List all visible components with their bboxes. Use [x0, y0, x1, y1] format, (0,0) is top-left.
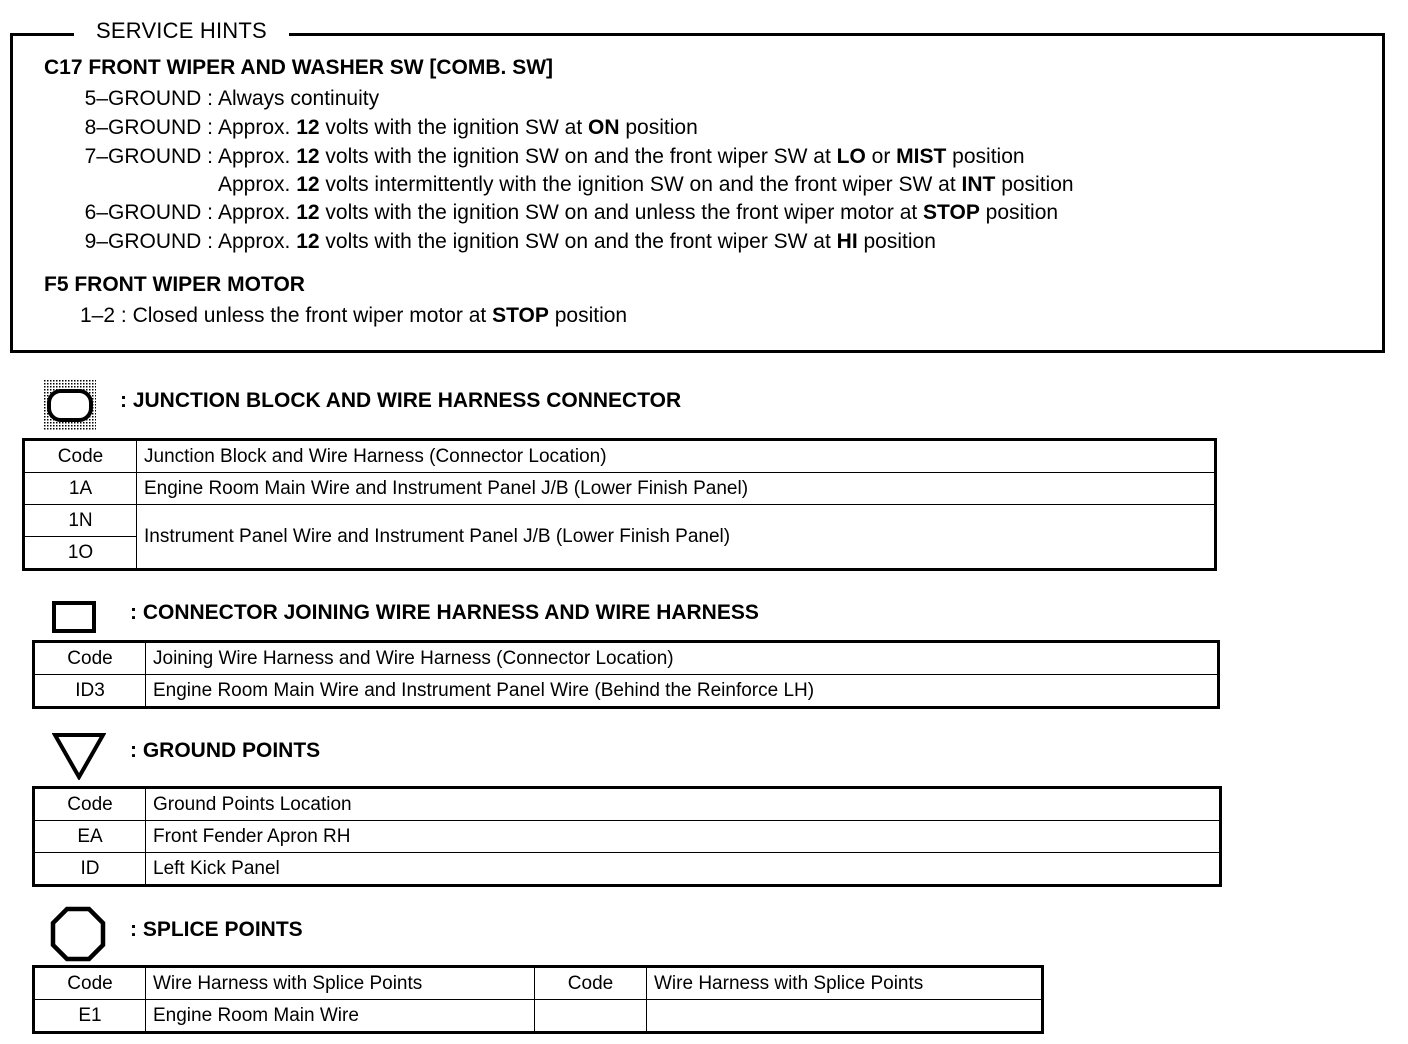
header-desc: Junction Block and Wire Harness (Connector Location): [137, 440, 1216, 473]
c17-line-mid2: position: [857, 230, 936, 253]
row-desc-2: [647, 1000, 1043, 1033]
table-header-row: [24, 440, 1216, 473]
c17-line-n: 12: [296, 116, 320, 139]
c17-line-text: [218, 173, 1074, 197]
c17-line-pre: Approx.: [218, 173, 297, 196]
c17-line-pre: Approx.: [218, 116, 297, 139]
row-desc: Engine Room Main Wire and Instrument Panel J/B (Lower Finish Panel): [137, 473, 1216, 505]
c17-line-mid: volts with the ignition SW on and unless the front wiper motor at: [319, 201, 924, 224]
table-row: [34, 1000, 1043, 1033]
row-code: EA: [34, 821, 146, 853]
row-desc: Engine Room Main Wire: [146, 1000, 535, 1033]
row-code-2: [535, 1000, 647, 1033]
c17-line-n: 12: [296, 201, 320, 224]
c17-line-text: [218, 201, 1058, 225]
row-code: 1N: [24, 505, 137, 537]
table-row: [24, 505, 1216, 537]
junction-heading: : JUNCTION BLOCK AND WIRE HARNESS CONNECTOR: [120, 389, 682, 412]
row-code: ID: [34, 853, 146, 886]
c17-line-k2: MIST: [896, 145, 947, 168]
header-code: Code: [24, 440, 137, 473]
c17-line-mid: volts with the ignition SW at: [319, 116, 589, 139]
header-desc: Wire Harness with Splice Points: [146, 967, 535, 1000]
header-code: Code: [34, 967, 146, 1000]
c17-line-mid2: position: [619, 116, 698, 139]
c17-line-mid2: position: [979, 201, 1059, 224]
c17-line-pre: Approx.: [218, 201, 297, 224]
c17-line-n: 12: [296, 173, 320, 196]
connector-rectangle-icon: [52, 601, 96, 633]
c17-line-mid: volts intermittently with the ignition SW on and the front wiper SW at: [319, 173, 962, 196]
c17-line-k1: STOP: [923, 201, 980, 224]
f5-keyword: STOP: [492, 304, 549, 327]
row-desc: Left Kick Panel: [146, 853, 1221, 886]
row-desc: Instrument Panel Wire and Instrument Panel J/B (Lower Finish Panel): [137, 505, 1216, 570]
c17-line-text: [218, 230, 936, 254]
f5-line: [80, 304, 627, 328]
c17-line-term: 5–GROUND :: [84, 87, 213, 110]
header-code: Code: [34, 788, 146, 821]
c17-line-term: 6–GROUND :: [84, 201, 213, 224]
ground-table: [32, 786, 1222, 887]
c17-line-term: 8–GROUND :: [84, 116, 213, 139]
header-desc: Joining Wire Harness and Wire Harness (Connector Location): [146, 642, 1219, 675]
splice-table: [32, 965, 1044, 1034]
header-code: Code: [34, 642, 146, 675]
f5-post: position: [548, 304, 628, 327]
table-row: [24, 473, 1216, 505]
table-header-row: [34, 642, 1219, 675]
table-row: [34, 675, 1219, 708]
row-code: 1A: [24, 473, 137, 505]
header-desc-2: Wire Harness with Splice Points: [647, 967, 1043, 1000]
c17-line-pre: Approx.: [218, 230, 297, 253]
row-desc: Engine Room Main Wire and Instrument Panel Wire (Behind the Reinforce LH): [146, 675, 1219, 708]
header-desc: Ground Points Location: [146, 788, 1221, 821]
table-row: [34, 821, 1221, 853]
row-desc: Front Fender Apron RH: [146, 821, 1221, 853]
c17-line-k1: ON: [588, 116, 620, 139]
service-hints-title: SERVICE HINTS: [74, 18, 289, 44]
c17-line-text: [218, 145, 1025, 169]
c17-line-mid2: position: [995, 173, 1074, 196]
c17-line-n: 12: [296, 230, 320, 253]
junction-table: [22, 438, 1217, 571]
c17-line-term: 7–GROUND :: [84, 145, 213, 168]
table-row: [34, 853, 1221, 886]
ground-heading: : GROUND POINTS: [130, 739, 321, 762]
c17-line-text: [218, 116, 698, 140]
row-code: E1: [34, 1000, 146, 1033]
c17-line-mid2: or: [865, 145, 897, 168]
joining-table: [32, 640, 1220, 709]
table-header-row: [34, 967, 1043, 1000]
c17-line-post: position: [946, 145, 1025, 168]
c17-heading: C17 FRONT WIPER AND WASHER SW [COMB. SW]: [44, 56, 554, 79]
splice-heading: : SPLICE POINTS: [130, 918, 303, 941]
junction-block-icon: [44, 380, 96, 430]
c17-line-k1: HI: [836, 230, 858, 253]
c17-line-n: 12: [296, 145, 320, 168]
ground-triangle-icon: [52, 732, 106, 780]
c17-line-k1: LO: [836, 145, 866, 168]
row-code: ID3: [34, 675, 146, 708]
row-code: 1O: [24, 537, 137, 570]
c17-line-pre: Approx.: [218, 145, 297, 168]
f5-heading: F5 FRONT WIPER MOTOR: [44, 273, 305, 296]
table-header-row: [34, 788, 1221, 821]
splice-octagon-icon: [50, 906, 106, 962]
c17-line-mid: volts with the ignition SW on and the front wiper SW at: [319, 145, 837, 168]
f5-term: 1–2 :: [80, 304, 127, 327]
joining-heading: : CONNECTOR JOINING WIRE HARNESS AND WIRE HARNESS: [130, 601, 759, 624]
c17-line-k1: INT: [961, 173, 996, 196]
f5-pre: Closed unless the front wiper motor at: [132, 304, 493, 327]
c17-line-mid: volts with the ignition SW on and the front wiper SW at: [319, 230, 837, 253]
c17-line-pre: Always continuity: [218, 87, 380, 110]
c17-line-term: 9–GROUND :: [84, 230, 213, 253]
c17-line-text: [218, 87, 379, 111]
header-code-2: Code: [535, 967, 647, 1000]
